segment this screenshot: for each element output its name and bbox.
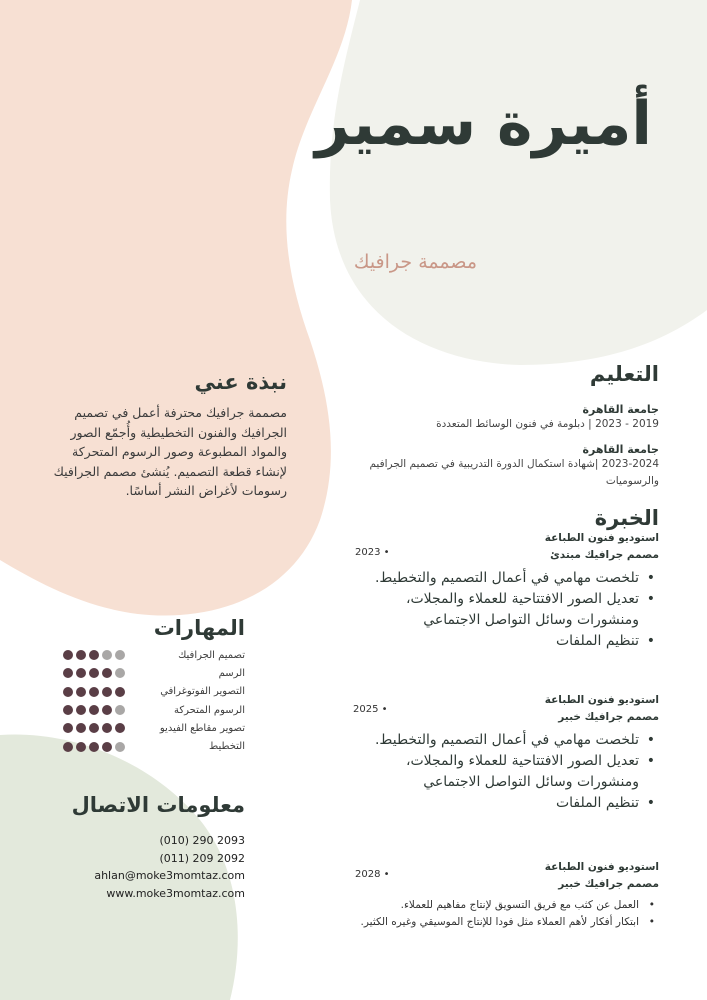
- job-bullets: [349, 730, 659, 814]
- skill-dot-filled: [102, 705, 112, 715]
- job-bullets: [349, 897, 659, 931]
- skill-dot-empty: [115, 705, 125, 715]
- skill-dot-filled: [76, 723, 86, 733]
- skill-dot-filled: [76, 668, 86, 678]
- job-company: استوديو فنون الطباعة: [544, 861, 659, 873]
- skill-dot-empty: [102, 650, 112, 660]
- education-item: [339, 443, 659, 490]
- job-bullet: • تلخصت مهامي في أعمال التصميم والتخطيط.: [349, 568, 639, 589]
- contact-lines: [0, 832, 245, 902]
- skill-row: [0, 646, 245, 664]
- skill-label: تصوير مقاطع الفيديو: [159, 722, 245, 734]
- skill-dot-empty: [115, 668, 125, 678]
- skill-dot-filled: [115, 687, 125, 697]
- skill-label: التخطيط: [208, 741, 245, 753]
- education-title: التعليم: [589, 362, 659, 386]
- skill-label: التصوير الفوتوغرافي: [160, 686, 245, 698]
- institution: جامعة القاهرة: [582, 403, 659, 416]
- skill-level: [63, 650, 125, 660]
- skill-dot-filled: [102, 687, 112, 697]
- skill-level: [63, 668, 125, 678]
- job-entry: [349, 859, 659, 931]
- skill-row: [0, 664, 245, 682]
- job-bullets: [349, 568, 659, 652]
- job-year: 2023 •: [355, 547, 390, 558]
- skill-dot-filled: [76, 650, 86, 660]
- job-year: 2028 •: [355, 869, 390, 880]
- phone-1: (010) 290 2093: [159, 834, 245, 847]
- skills-list: [0, 646, 245, 756]
- skill-level: [63, 723, 125, 733]
- job-year: 2025 •: [353, 704, 388, 715]
- job-title: مصمم جرافيك مبتدئ: [550, 549, 659, 561]
- skill-level: [63, 742, 125, 752]
- job-entry: [349, 692, 659, 814]
- skill-dot-filled: [63, 687, 73, 697]
- email-address: ahlan@moke3momtaz.com: [94, 869, 245, 882]
- skills-title: المهارات: [153, 616, 245, 640]
- job-bullet: • تنظيم الملفات: [349, 793, 639, 814]
- skill-dot-filled: [102, 742, 112, 752]
- contact-title: معلومات الاتصال: [71, 793, 245, 817]
- skill-label: الرسوم المتحركة: [174, 704, 245, 716]
- skill-dot-filled: [89, 705, 99, 715]
- skill-level: [63, 705, 125, 715]
- experience-title: الخبرة: [594, 506, 659, 530]
- job-bullet: • ابتكار أفكار لأهم العملاء مثل فودا للإنتاج الموسيقي وغيره الكثير.: [349, 914, 639, 931]
- about-title: نبذة عني: [194, 370, 287, 394]
- skill-row: [0, 701, 245, 719]
- institution: جامعة القاهرة: [582, 443, 659, 456]
- phone-2: (011) 209 2092: [159, 851, 245, 865]
- job-entry: [349, 530, 659, 652]
- education-detail: 2019 - 2023 | دبلومة في فنون الوسائط المتعددة: [436, 418, 659, 430]
- website-address: www.moke3momtaz.com: [106, 886, 245, 900]
- skill-label: تصميم الجرافيك: [178, 649, 245, 661]
- skill-row: [0, 737, 245, 755]
- skill-dot-empty: [115, 742, 125, 752]
- job-title: مصمم جرافيك خبير: [558, 711, 659, 723]
- job-title: مصمم جرافيك خبير: [558, 878, 659, 890]
- skill-dot-filled: [89, 723, 99, 733]
- job-bullet: • العمل عن كثب مع فريق التسويق لإنتاج مفاهيم للعملاء.: [349, 897, 639, 914]
- skill-dot-filled: [89, 742, 99, 752]
- job-bullet: • تلخصت مهامي في أعمال التصميم والتخطيط.: [349, 730, 639, 751]
- grey-blob: [330, 0, 707, 365]
- skill-dot-filled: [115, 723, 125, 733]
- job-bullet: • تعديل الصور الافتتاحية للعملاء والمجلات، ومنشورات وسائل التواصل الاجتماعي: [349, 751, 639, 793]
- skill-dot-filled: [89, 650, 99, 660]
- job-bullet: • تعديل الصور الافتتاحية للعملاء والمجلات، ومنشورات وسائل التواصل الاجتماعي: [349, 589, 639, 631]
- skill-dot-filled: [76, 687, 86, 697]
- skill-label: الرسم: [218, 667, 245, 679]
- skill-dot-filled: [76, 742, 86, 752]
- skill-row: [0, 719, 245, 737]
- skill-dot-filled: [89, 668, 99, 678]
- about-text: مصممة جرافيك محترفة أعمل في تصميم الجرافيك والفنون التخطيطية وأُجمّع الصور والمواد المطبوعة وصور الرسوم المتحركة لإنشاء قطعة التصميم. يُنشئ مصمم الجرافيك رسومات لأغراض النشر أساسًا.: [53, 405, 287, 498]
- skill-dot-empty: [115, 650, 125, 660]
- skill-level: [63, 687, 125, 697]
- skill-row: [0, 683, 245, 701]
- skill-dot-filled: [63, 705, 73, 715]
- skill-dot-filled: [76, 705, 86, 715]
- candidate-name: أميرة سمير: [315, 89, 652, 159]
- education-detail: 2023-2024 |شهادة استكمال الدورة التدريبية في تصميم الجرافيم والرسوميات: [369, 458, 659, 487]
- skill-dot-filled: [63, 742, 73, 752]
- job-bullet: • تنظيم الملفات: [349, 631, 639, 652]
- education-item: [339, 403, 659, 433]
- skill-dot-filled: [102, 668, 112, 678]
- candidate-role: مصممة جرافيك: [353, 251, 477, 273]
- skill-dot-filled: [89, 687, 99, 697]
- skill-dot-filled: [63, 650, 73, 660]
- job-company: استوديو فنون الطباعة: [544, 532, 659, 544]
- skill-dot-filled: [63, 723, 73, 733]
- skill-dot-filled: [102, 723, 112, 733]
- job-company: استوديو فنون الطباعة: [544, 694, 659, 706]
- skill-dot-filled: [63, 668, 73, 678]
